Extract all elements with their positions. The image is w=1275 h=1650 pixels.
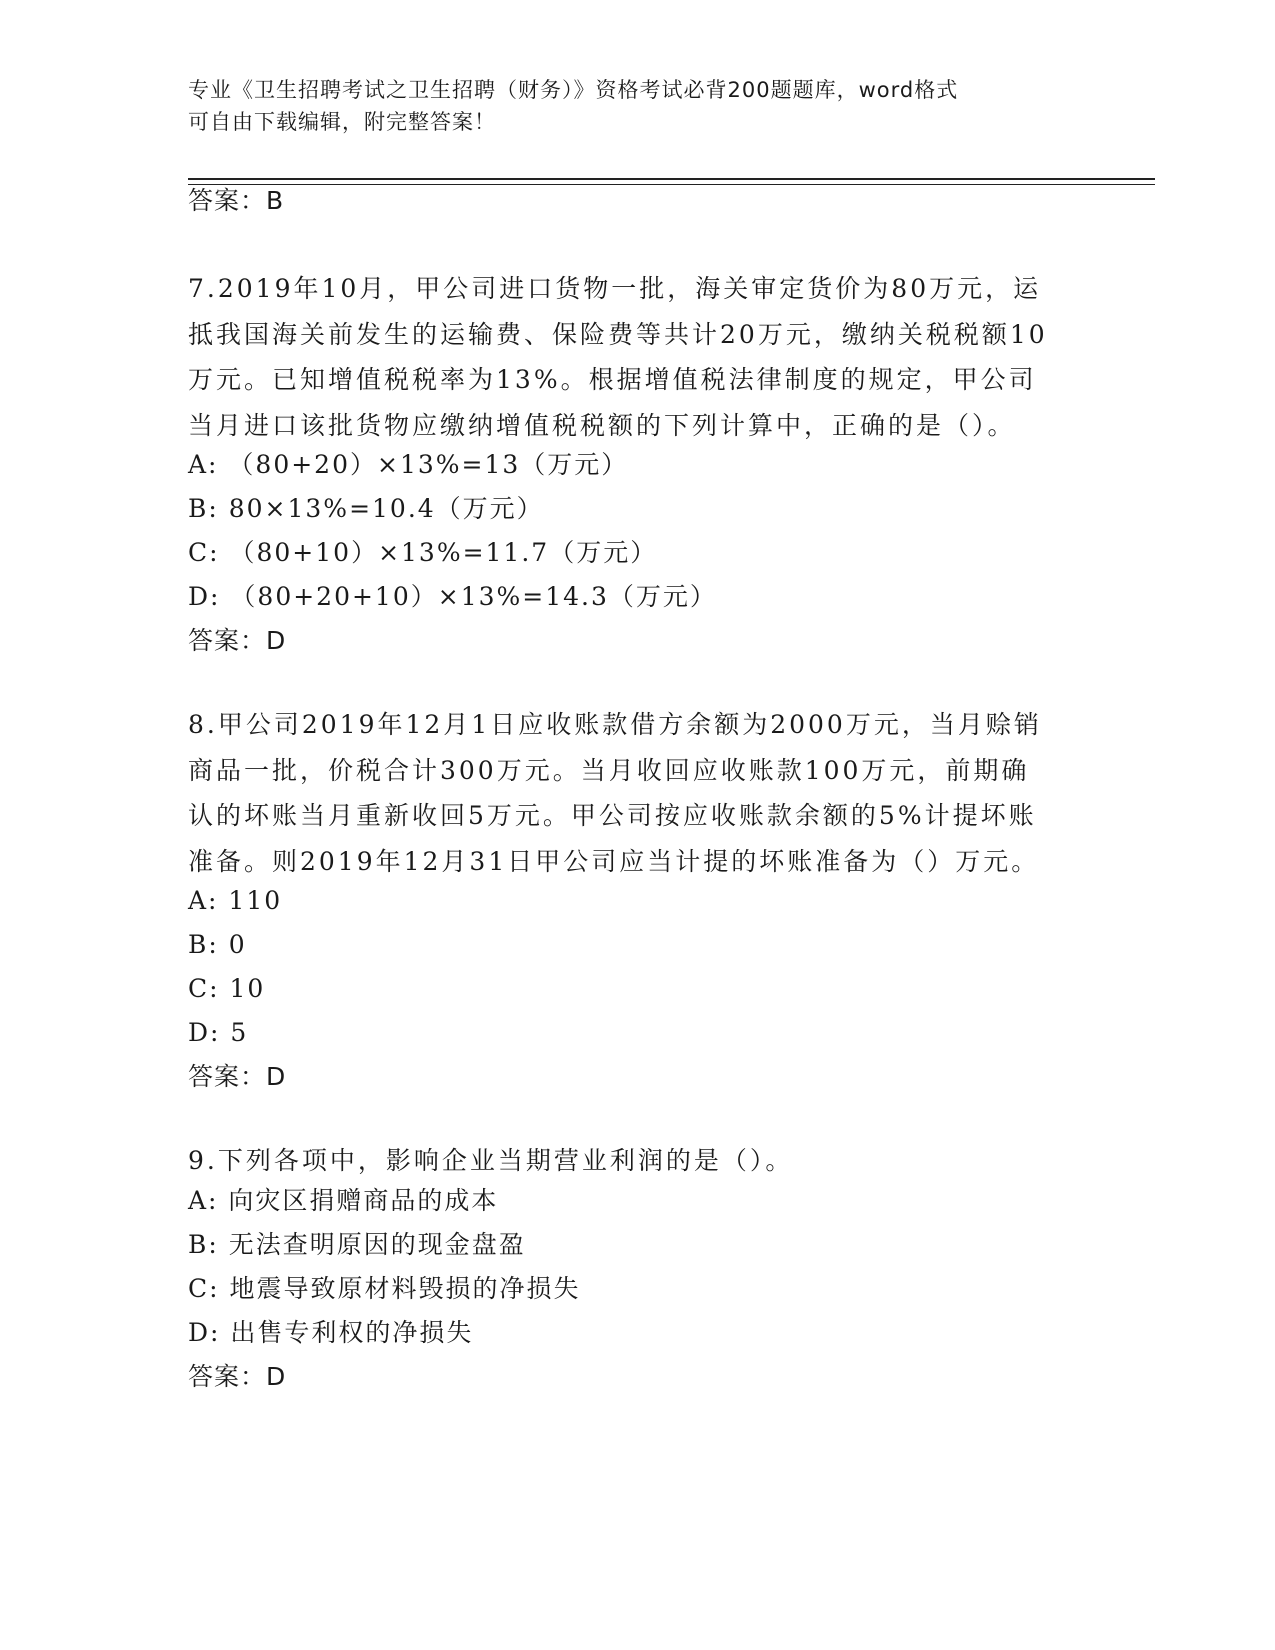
question-line: 当月进口该批货物应缴纳增值税税额的下列计算中，正确的是（）。 [188,410,1016,440]
question-7 [188,266,1088,658]
previous-answer: 答案：B [188,186,285,215]
option-a: A: 110 [188,886,283,916]
option-a: A: 向灾区捐赠商品的成本 [188,1185,499,1215]
question-line: 认的坏账当月重新收回5万元。甲公司按应收账款余额的5%计提坏账 [188,801,1037,831]
question-text [188,1138,1088,1184]
answer: 答案：D [188,1361,287,1391]
option-d: D: 5 [188,1018,249,1048]
question-line: 准备。则2019年12月31日甲公司应当计提的坏账准备为（）万元。 [188,846,1040,876]
option-a: A: （80+20）×13%=13（万元） [188,450,629,480]
option-b: B: 0 [188,930,247,960]
question-line: 8.甲公司2019年12月1日应收账款借方余额为2000万元，当月赊销 [188,710,1042,739]
header-divider-thick [188,178,1155,180]
question-line: 万元。已知增值税税率为13%。根据增值税法律制度的规定，甲公司 [188,365,1037,395]
answer: 答案：D [188,1062,287,1092]
question-text [188,702,1088,884]
header-line-2: 可自由下载编辑，附完整答案！ [188,110,496,134]
question-text [188,266,1088,448]
question-8 [188,702,1088,1094]
question-line: 抵我国海关前发生的运输费、保险费等共计20万元，缴纳关税税额10 [188,319,1048,349]
option-d: D: （80+20+10）×13%=14.3（万元） [188,582,717,612]
option-c: C: （80+10）×13%=11.7（万元） [188,538,658,568]
header-line-1: 专业《卫生招聘考试之卫生招聘（财务）》资格考试必背200题题库，word格式 [188,78,959,102]
option-b: B: 无法查明原因的现金盘盈 [188,1229,526,1259]
option-c: C: 10 [188,974,266,1004]
option-d: D: 出售专利权的净损失 [188,1317,474,1347]
option-c: C: 地震导致原材料毁损的净损失 [188,1273,581,1303]
question-line: 7.2019年10月，甲公司进口货物一批，海关审定货价为80万元，运 [188,274,1042,303]
question-9 [188,1138,1088,1394]
option-b: B: 80×13%=10.4（万元） [188,494,544,524]
question-line: 9.下列各项中，影响企业当期营业利润的是（）。 [188,1146,794,1175]
document-header [188,74,1088,138]
question-line: 商品一批，价税合计300万元。当月收回应收账款100万元，前期确 [188,755,1030,785]
answer: 答案：D [188,626,287,656]
